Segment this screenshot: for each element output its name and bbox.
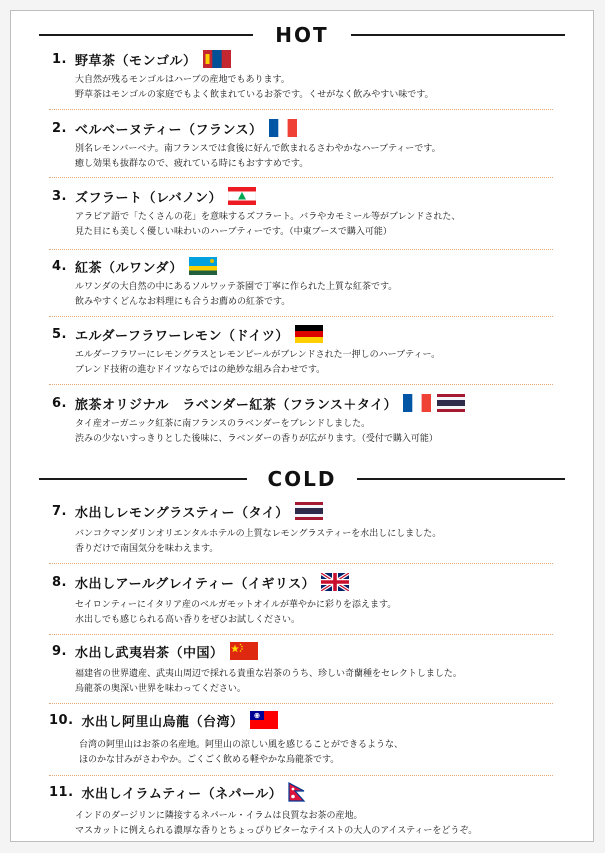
item-number: 5. [52,326,67,342]
france-flag-icon [403,394,431,412]
thailand-flag-icon [295,502,323,520]
description-line: 福建省の世界遺産、武夷山周辺で採れる貴重な岩茶のうち、珍しい奇蘭種をセレクトしました。 [75,669,462,679]
item-number: 8. [52,574,67,590]
item-heading [49,710,278,730]
item-name: 水出しイラムティー（ネパール） [81,786,283,802]
item-heading [52,501,323,521]
item-description [75,527,441,557]
thailand-flag-icon [437,394,465,412]
lebanon-flag-icon [228,187,256,205]
item-name: 水出し武夷岩茶（中国） [74,645,224,661]
item-heading [52,49,231,69]
item-name: 野草茶（モンゴル） [74,53,197,69]
hot-section-header [11,20,593,50]
dotted-divider [49,634,553,635]
description-line: 水出しでも感じられる高い香りをぜひお試しください。 [75,615,301,625]
item-heading [49,782,306,802]
item-description [75,809,477,839]
item-heading [52,186,256,206]
item-number: 3. [52,188,67,204]
dotted-divider [49,775,553,776]
description-line: 渋みの少ないすっきりとした後味に、ラベンダーの香りが広がります。（受付で購入可能） [75,434,438,444]
item-number: 10. [49,712,74,728]
rwanda-flag-icon [189,257,217,275]
dotted-divider [49,109,553,110]
item-description [75,417,438,447]
item-number: 6. [52,395,67,411]
item-name: ベルベーヌティー（フランス） [74,122,263,138]
item-number: 7. [52,503,67,519]
hot-section-title: HOT [275,23,329,47]
item-heading [52,118,297,138]
description-line: バンコクマンダリンオリエンタルホテルの上質なレモングラスティーを水出しにしました。 [75,529,442,539]
item-heading [52,256,217,276]
item-description [75,667,462,697]
uk-flag-icon [321,573,349,591]
description-line: ルワンダの大自然の中にあるソルワッテ茶園で丁寧に作られた上質な紅茶です。 [75,282,398,292]
description-line: 癒し効果も抜群なので、疲れている時にもおすすめです。 [75,159,309,169]
description-line: 見た目にも美しく優しい味わいのハーブティーです。（中東ブースで購入可能） [75,227,392,237]
germany-flag-icon [295,325,323,343]
description-line: セイロンティーにイタリア産のベルガモットオイルが華やかに彩りを添えます。 [75,600,397,610]
description-line: ブレンド技術の進むドイツならではの絶妙な組み合わせです。 [75,365,326,375]
description-line: 香りだけで南国気分を味わえます。 [75,544,219,554]
item-description [75,348,440,378]
item-name: エルダーフラワーレモン（ドイツ） [74,328,289,344]
item-number: 11. [49,784,74,800]
item-name: ズフラート（レバノン） [74,190,223,206]
item-name: 水出しアールグレイティー（イギリス） [74,576,316,592]
header-rule-right [357,478,565,480]
item-description [79,738,403,768]
item-name: 紅茶（ルワンダ） [74,260,183,276]
header-rule-right [351,34,565,36]
item-heading [52,572,349,592]
item-description [75,280,397,310]
item-description [75,142,441,172]
item-description [75,210,460,240]
item-heading [52,641,258,661]
item-heading [52,393,465,413]
description-line: 飲みやすくどんなお料理にも合うお薦めの紅茶です。 [75,297,291,307]
item-name: 水出し阿里山烏龍（台湾） [81,714,244,730]
item-name: 水出しレモングラスティー（タイ） [74,505,289,521]
dotted-divider [49,316,553,317]
description-line: 大自然が残るモンゴルはハーブの産地でもあります。 [75,75,290,85]
item-number: 9. [52,643,67,659]
taiwan-flag-icon [250,711,278,729]
description-line: 烏龍茶の奥深い世界を味わってください。 [75,684,246,694]
dotted-divider [49,703,553,704]
dotted-divider [49,384,553,385]
france-flag-icon [269,119,297,137]
item-description [75,73,434,103]
description-line: タイ産オーガニック紅茶に南フランスのラベンダーをブレンドしました。 [75,419,371,429]
item-description [75,598,396,628]
description-line: 野草茶はモンゴルの家庭でもよく飲まれているお茶です。くせがなく飲みやすい味です。 [75,90,434,100]
description-line: アラビア語で「たくさんの花」を意味するズフラート。バラやカモミール等がブレンドされた、 [75,212,461,222]
dotted-divider [49,177,553,178]
description-line: ほのかな甘みがさわやか。ごくごく飲める軽やかな烏龍茶です。 [79,755,340,765]
china-flag-icon [230,642,258,660]
mongolia-flag-icon [203,50,231,68]
description-line: 台湾の阿里山はお茶の名産地。阿里山の涼しい風を感じることができるような、 [79,740,404,750]
item-number: 2. [52,120,67,136]
menu-page [10,10,594,842]
description-line: インドのダージリンに隣接するネパール・イラムは良質なお茶の産地。 [75,811,363,821]
nepal-flag-icon [288,782,306,802]
cold-section-header [11,464,593,494]
item-heading [52,324,323,344]
item-number: 4. [52,258,67,274]
item-name: 旅茶オリジナル ラベンダー紅茶（フランス＋タイ） [74,397,398,413]
description-line: エルダーフラワーにレモングラスとレモンピールがブレンドされた一押しのハーブティー。 [75,350,441,360]
description-line: 別名レモンバーベナ。南フランスでは食後に好んで飲まれるさわやかなハーブティーです。 [75,144,441,154]
dotted-divider [49,249,553,250]
item-number: 1. [52,51,67,67]
cold-section-title: COLD [267,467,337,491]
description-line: マスカットに例えられる濃厚な香りとちょっぴりビターなテイストの大人のアイスティーをどうぞ。 [75,826,478,836]
dotted-divider [49,563,553,564]
